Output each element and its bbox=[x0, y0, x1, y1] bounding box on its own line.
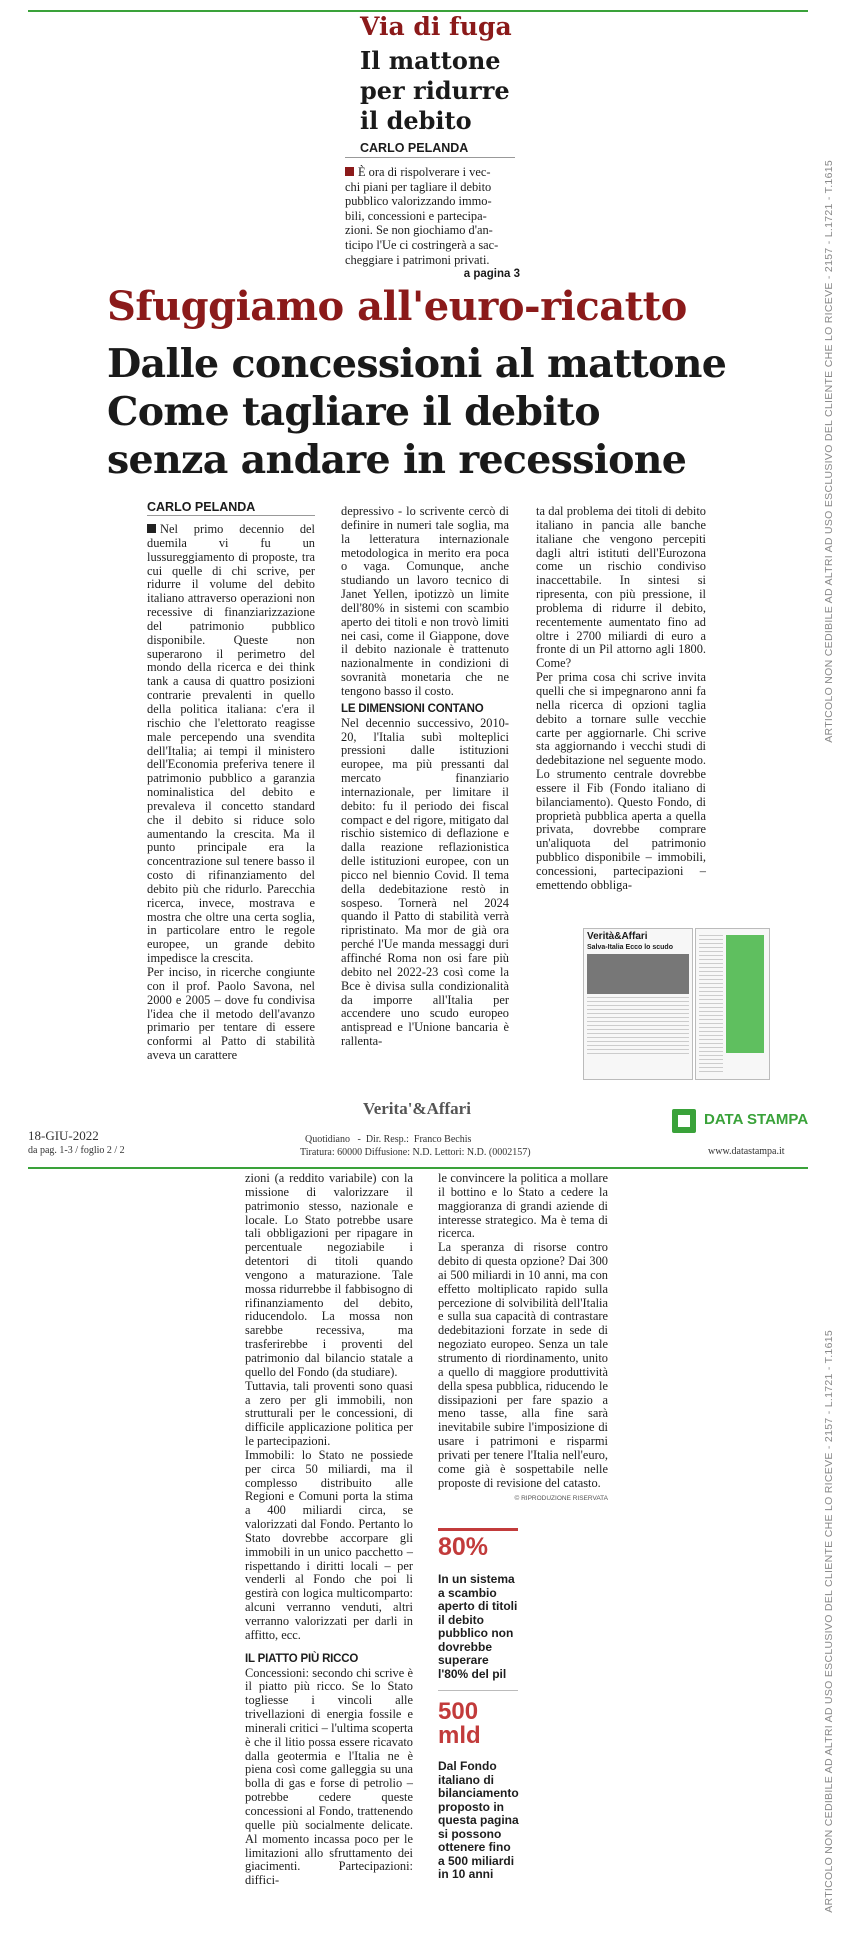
teaser-title bbox=[360, 46, 510, 136]
stat-caption: Dal Fondo italiano di bilanciamento proposto in questa pagina si possono ottenere fino a 500 miliardi in 10 anni bbox=[438, 1759, 519, 1881]
thumb-text-block bbox=[699, 935, 723, 1073]
teaser-line: cheggiare i patrimoni privati. bbox=[345, 252, 490, 267]
paragraph: depressivo - lo scrivente cercò di definire in numeri tale soglia, ma la letteratura internazionale metodologica in merito era poca o vaga. Comunque, anche studiando un lavoro tecnico di Janet Yellen, ipotizzò un limite dell'80% in sistemi con scambio aperto dei titoli e non trovò limiti nei casi, come il Giappone, dove il debito nazionale è trattenuto nazionalmente in condizioni di sovranità monetaria che ne tengono basso il costo. bbox=[341, 504, 509, 698]
footer-date: 18-GIU-2022 bbox=[28, 1128, 99, 1143]
stat-top-rule bbox=[438, 1528, 518, 1531]
article-column-4 bbox=[245, 1172, 413, 1888]
footer-website[interactable]: www.datastampa.it bbox=[708, 1146, 785, 1157]
footer-meta-2: Tiratura: 60000 Diffusione: N.D. Lettori: N.D. (0002157) bbox=[300, 1147, 531, 1158]
subhead: LE DIMENSIONI CONTANO bbox=[341, 702, 484, 715]
footer-rule bbox=[28, 1167, 808, 1169]
paragraph: le convincere la politica a mollare il bottino e lo Stato a cedere la maggioranza di grandi aziende di interesse strategico. Ma è tema di ricerca. bbox=[438, 1171, 608, 1241]
article-column-2 bbox=[341, 505, 509, 1049]
stat-value: 80% bbox=[438, 1533, 489, 1561]
footer-pages: da pag. 1-3 / foglio 2 / 2 bbox=[28, 1145, 125, 1156]
teaser-line: bili, concessioni e partecipa- bbox=[345, 208, 487, 223]
thumb-text-block bbox=[587, 997, 689, 1057]
article-author: CARLO PELANDA bbox=[147, 500, 256, 514]
article-column-3 bbox=[536, 505, 706, 893]
subhead: IL PIATTO PIÙ RICCO bbox=[245, 1652, 359, 1665]
thumb-photo bbox=[587, 954, 689, 994]
stat-value: 500 mld bbox=[438, 1698, 481, 1749]
paragraph: zioni (a reddito variabile) con la missione di valorizzare il patrimonio stesso, nazionale e locale. Lo Stato potrebbe usare tali obbligazioni per ripagare in percentuale negoziabile i detentori di titoli quando vengono a maturazione. Tale mossa ridurrebbe il fabbisogno di rifinanziamento del debito, riducendolo. La mossa non sarebbe recessiva, ma trasferirebbe i proventi del patrimonio dal bilancio statale a quello del Fondo (da studiare). bbox=[245, 1171, 413, 1379]
teaser-kicker: Via di fuga bbox=[360, 12, 512, 41]
bullet-square-icon bbox=[147, 524, 156, 533]
paragraph: Tuttavia, tali proventi sono quasi a zero per gli immobili, non strutturali per le concessioni, di difficile applicazione politica per le partecipazioni. bbox=[245, 1378, 413, 1449]
teaser-author-rule bbox=[345, 157, 515, 158]
teaser-author: CARLO PELANDA bbox=[360, 141, 469, 155]
teaser-line: ticipo l'Ue ci costringerà a sac- bbox=[345, 237, 499, 252]
thumb-masthead: Verità&Affari bbox=[587, 931, 648, 942]
headline-line: senza andare in recessione bbox=[107, 437, 687, 483]
copyright: © RIPRODUZIONE RISERVATA bbox=[514, 1495, 608, 1503]
paragraph: Nel decennio successivo, 2010-20, l'Italia subì molteplici pressioni dalle istituzioni europee, ma più pressanti dal mercato finanziario internazionale, per limitare il debito: fu il periodo dei fiscal compact e del rigore, mitigato dal rischio sistemico di deflazione e dalla reazione reflazionistica delle istituzioni europee, con un picco nel biennio Covid. Il tema della dedebitazione restò in sospeso. Tornerà nel 2024 quando il Patto di stabilità verrà ripristinato. Ma mor de già ora perché l'Ue manda messaggi duri affinché Roma non osi fare più debito nel 2022-23 così come la Bce è divisa sulla condizionalità da imporre all'Italia per accendere uno scudo europeo antispread e l'Unione bancaria è rallenta- bbox=[341, 715, 509, 1049]
front-page-thumbnail bbox=[583, 928, 693, 1080]
side-notice-upper: ARTICOLO NON CEDIBILE AD ALTRI AD USO ESCLUSIVO DEL CLIENTE CHE LO RICEVE - 2157 - L.1721 - T.1615 bbox=[823, 160, 835, 743]
footer-meta-1: Quotidiano - Dir. Resp.: Franco Bechis bbox=[305, 1134, 472, 1145]
stat-caption: In un sistema a scambio aperto di titoli il debito pubblico non dovrebbe superare l'80% del pil bbox=[438, 1572, 518, 1681]
headline bbox=[107, 340, 726, 484]
headline-line: Come tagliare il debito bbox=[107, 389, 600, 435]
footer-publication: Verita'&Affari bbox=[363, 1099, 471, 1118]
side-notice-lower: ARTICOLO NON CEDIBILE AD ALTRI AD USO ESCLUSIVO DEL CLIENTE CHE LO RICEVE - 2157 - L.1721 - T.1615 bbox=[823, 1330, 835, 1913]
teaser-title-line: il debito bbox=[360, 106, 472, 135]
paragraph: Per prima cosa chi scrive invita quelli che si impegnarono anni fa nella ricerca di opzioni taglia debito a tornare sulle vecchie carte per aggiornarle. Chi scrive sta aggiornando i vecchi studi di dedebitazione nel seguente modo. Lo strumento centrale dovrebbe essere il Fib (Fondo italiano di bilanciamento). Questo Fondo, di proprietà pubblica aperta a quella privata, dovrebbe comprare un'aliquota del patrimonio pubblico disponibile – immobili, concessioni, partecipazioni – emettendo obbliga- bbox=[536, 670, 706, 892]
headline-line: Dalle concessioni al mattone bbox=[107, 341, 727, 387]
paragraph: Immobili: lo Stato ne possiede per circa 50 miliardi, ma il complesso distribuito alle Regioni e Comuni porta la stima a 400 miliardi circa, se valorizzati dal Fondo. Pertanto lo Stato dovrebbe accorpare gli immobili in un unico pacchetto – rispettando i diritti locali – per venderli al Fondo che poi li gestirà con logica multicomparto: alcuni verranno venduti, altri verranno valorizzati per darli in affitto, ecc. bbox=[245, 1447, 413, 1642]
teaser-page-ref: a pagina 3 bbox=[463, 268, 520, 281]
bullet-square-icon bbox=[345, 167, 354, 176]
paragraph: ta dal problema dei titoli di debito italiano in pancia alle banche italiane che vengono percepiti dagli altri istituti dell'Eurozona come un rischio condiviso inaccettabile. In sintesi si ripresenta, con più pressione, il problema di ridurre il debito, recentemente aumentato fino ad oltre i 2700 miliardi di euro a fronte di un Pil attorno agli 1800. Come? bbox=[536, 504, 706, 671]
teaser-title-line: per ridurre bbox=[360, 76, 510, 105]
paragraph: Per inciso, in ricerche congiunte con il prof. Paolo Savona, nel 2000 e 2005 – dove fu condivisa l'idea che il metodo dell'avanzo primario per tentare di essere conformi al Patto di stabilità aveva un carattere bbox=[147, 965, 315, 1063]
footer-brand: DATA STAMPA bbox=[704, 1111, 809, 1128]
inside-page-thumbnail bbox=[695, 928, 770, 1080]
author-rule bbox=[147, 515, 315, 516]
article-column-1 bbox=[147, 523, 315, 1063]
article-column-5 bbox=[438, 1172, 608, 1506]
paragraph: Concessioni: secondo chi scrive è il piatto più ricco. Se lo Stato togliesse i vincoli alle trivellazioni di energia fossile e minerali critici – l'ultima scoperta è che il litio possa essere ricavato dalla geotermia e l'Italia ne è piena così come galleggia su una bolla di gas e forse di petrolio – potrebbe cedere queste concessioni al Fondo, trattenendo quelle più socialmente delicate. Al momento incassa poco per le limitazioni allo sfruttamento dei giacimenti. Partecipazioni: diffici- bbox=[245, 1665, 413, 1888]
teaser-line: zioni. Se non giochiamo d'an- bbox=[345, 223, 493, 238]
teaser-line: pubblico valorizzando immo- bbox=[345, 194, 492, 209]
thumb-green-panel bbox=[726, 935, 764, 1053]
teaser-line: chi piani per tagliare il debito bbox=[345, 179, 492, 194]
thumb-strap: Salva-Italia Ecco lo scudo bbox=[587, 944, 673, 951]
datastampa-logo-icon bbox=[672, 1109, 696, 1133]
paragraph: La speranza di risorse contro debito di questa opzione? Dai 300 ai 500 miliardi in 10 anni, ma con effetto moltiplicato rapido sulla percezione di solvibilità dell'Italia e sulla sua capacità di contrastare dedebitazioni forzate in sede di negoziato europeo. Senza un tale strumento di riordinamento, unito a quello di maggiore produttività della spesa pubblica, riducendo le dissipazioni per fare spazio a meno tasse, alla fine sarà inevitabile subire l'imposizione di usare i patrimoni e risparmi privati per tenere l'Italia nell'euro, come già è sospettabile nelle proposte di revisione del catasto. bbox=[438, 1240, 608, 1490]
headline-kicker: Sfuggiamo all'euro-ricatto bbox=[107, 283, 687, 330]
teaser-title-line: Il mattone bbox=[360, 46, 501, 75]
teaser-body bbox=[345, 165, 520, 282]
teaser-line: È ora di rispolverare i vec- bbox=[358, 165, 491, 179]
paragraph: Nel primo decennio del duemila vi fu un lussureggiamento di proposte, tra cui quelle di chi scrive, per ridurre il volume del debito italiano attraverso operazioni non recessive di finanziarizzazione del patrimonio pubblico disponibile. Queste non superarono il perimetro del mondo della ricerca e dei think tank a causa di quattro posizioni contrarie prevalenti in quello della politica italiana: c'era il rischio che l'elettorato reagisse male percependo una svendita dell'Italia; ai tempi il ministero dell'Economia preferiva tenere il patrimonio pubblico a garanzia nominalistica del debito e prevaleva il concetto standard che il debito si riduce solo aumentando la crescita. Ma il punto principale era la concentrazione sul tenere basso il costo di rifinanziamento del debito più che ridurlo. Parecchia ricerca, invece, mostrava e mostra che oltre una certa soglia, in particolare entro le regole europee, un grande debito impedisce la crescita. bbox=[147, 522, 315, 966]
stat-divider bbox=[438, 1690, 518, 1691]
